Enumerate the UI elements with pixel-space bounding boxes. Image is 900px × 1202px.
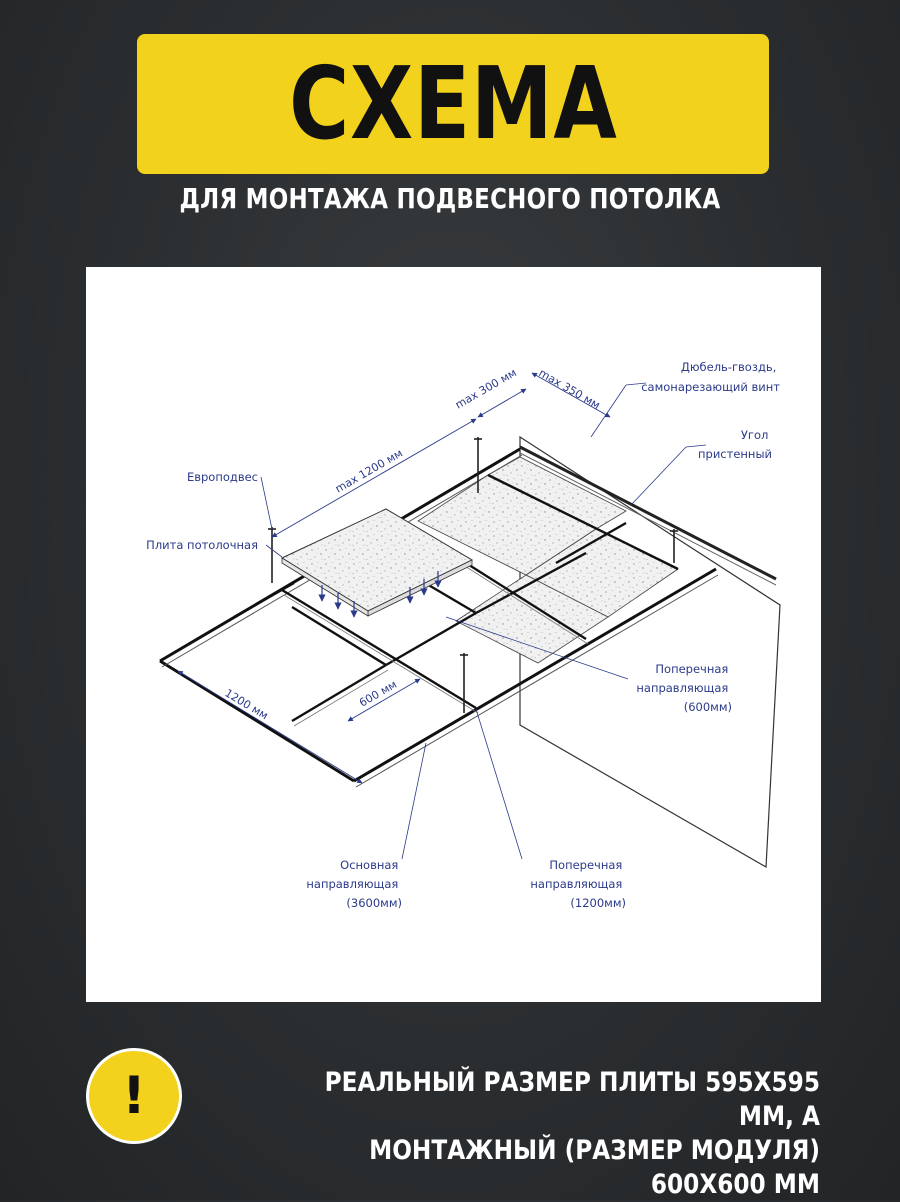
label-cross-1200: Поперечная направляющая (1200мм) bbox=[530, 858, 626, 910]
label-eurohanger: Европодвес bbox=[186, 470, 258, 484]
size-note-line-2: МОНТАЖНЫЙ (РАЗМЕР МОДУЛЯ) 600Х600 ММ bbox=[369, 1135, 820, 1200]
page-subtitle: ДЛЯ МОНТАЖА ПОДВЕСНОГО ПОТОЛКА bbox=[179, 182, 721, 215]
label-cross-600: Поперечная направляющая (600мм) bbox=[636, 662, 732, 714]
title-banner bbox=[137, 34, 769, 174]
dim-max-350: max 350 мм bbox=[536, 366, 603, 412]
dim-max-300: max 300 мм bbox=[453, 366, 519, 412]
label-tile: Плита потолочная bbox=[146, 538, 258, 552]
size-note-line-1: РЕАЛЬНЫЙ РАЗМЕР ПЛИТЫ 595Х595 ММ, А bbox=[324, 1067, 820, 1132]
dim-max-1200: max 1200 мм bbox=[333, 446, 405, 496]
ceiling-diagram bbox=[86, 267, 821, 1002]
dim-span-1200: 1200 мм bbox=[222, 686, 271, 723]
label-corner: Угол пристенный bbox=[698, 428, 772, 461]
warning-icon: ! bbox=[86, 1048, 182, 1144]
main-rail bbox=[160, 446, 716, 781]
label-dowel: Дюбель-гвоздь, самонарезающий винт bbox=[641, 360, 780, 394]
size-note bbox=[270, 1066, 820, 1202]
page-title: СХЕМА bbox=[288, 45, 618, 162]
dim-span-600: 600 мм bbox=[357, 677, 400, 710]
diagram-card bbox=[86, 267, 821, 1002]
label-main-rail: Основная направляющая (3600мм) bbox=[306, 858, 402, 910]
